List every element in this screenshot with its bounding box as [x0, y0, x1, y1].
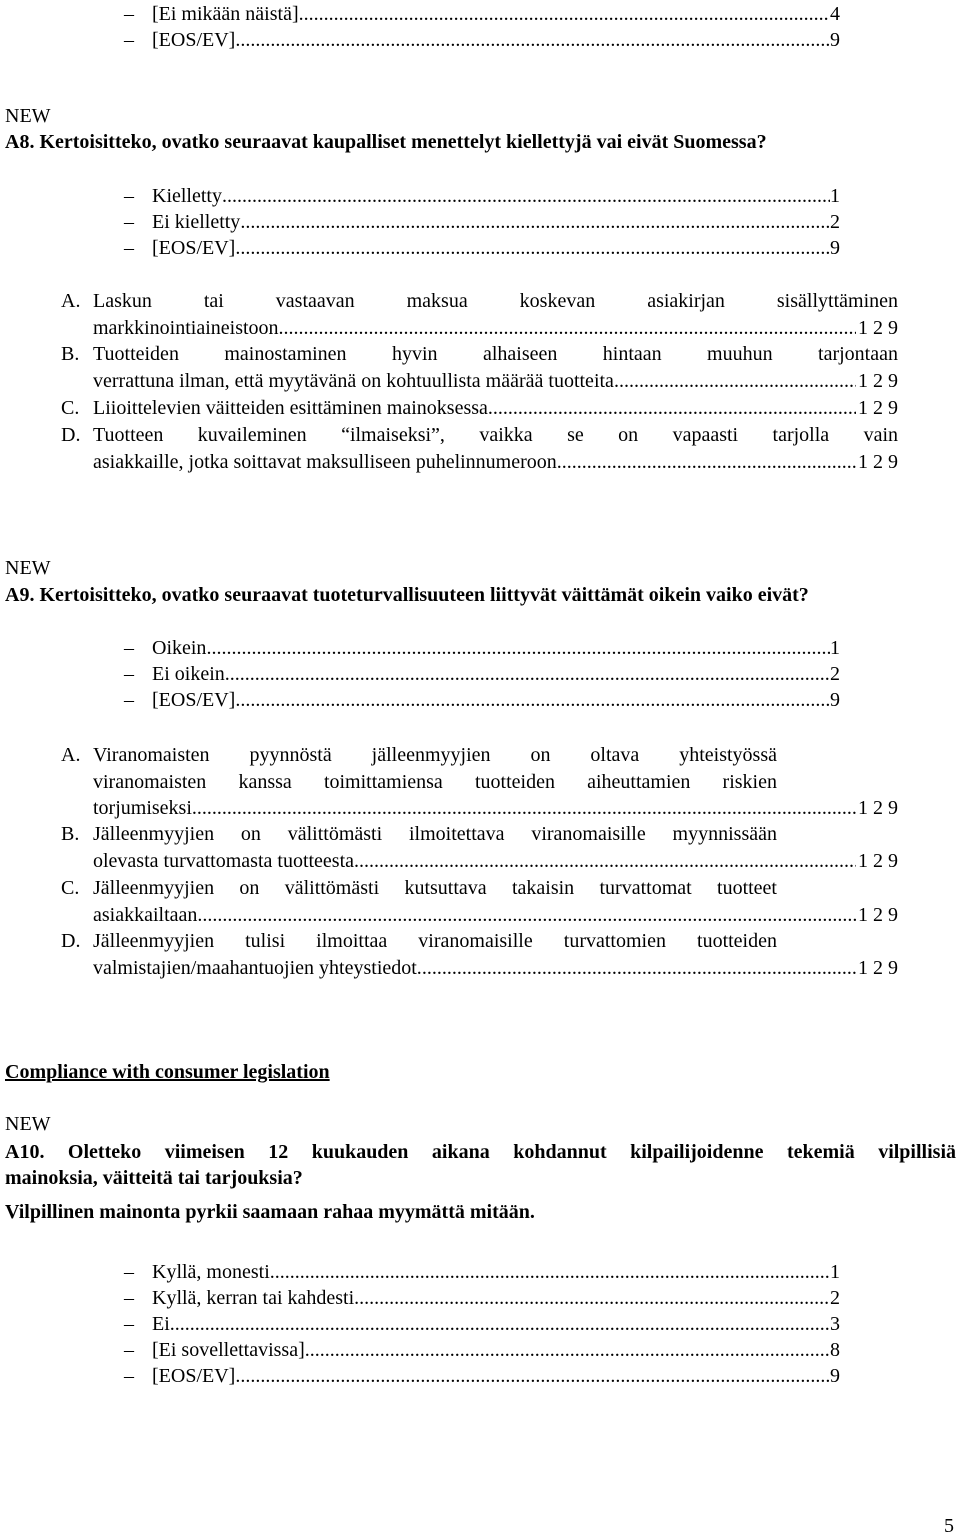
option-row	[124, 1364, 840, 1388]
option-row	[124, 2, 840, 26]
option-label: Kielletty	[152, 185, 222, 207]
section-heading: Compliance with consumer legislation	[5, 1061, 330, 1083]
option-label: Kyllä, kerran tai kahdesti	[152, 1287, 355, 1309]
question-text: A10. Oletteko viimeisen 12 kuukauden aikana kohdannut kilpailijoidenne tekemiä vilpillisiä	[5, 1141, 956, 1163]
statement-letter: A.	[61, 290, 81, 312]
statement-text: Tuotteiden mainostaminen hyvin alhaiseen hintaan muuhun tarjontaan	[93, 343, 898, 365]
statement-text: Viranomaisten pyynnöstä jälleenmyyjien on oltava yhteistyössä	[93, 744, 777, 766]
statement-letter: A.	[61, 744, 81, 766]
option-code: 2	[830, 1287, 840, 1309]
statement	[93, 395, 898, 422]
dash-marker: –	[124, 637, 134, 659]
statement-letter: D.	[61, 424, 81, 446]
statement-codes: 1 2 9	[858, 450, 898, 473]
statement-text: asiakkailtaan.	[93, 903, 203, 926]
dash-marker: –	[124, 689, 134, 711]
statement-text: viranomaisten kanssa toimittamiensa tuotteiden aiheuttamien riskien	[93, 770, 777, 793]
option-label: Ei kielletty	[152, 211, 241, 233]
statement-text: Tuotteen kuvaileminen “ilmaiseksi”, vaikka se on vapaasti tarjolla vain	[93, 424, 898, 446]
option-row	[124, 662, 840, 686]
option-code: 1	[830, 185, 840, 207]
statement-codes: 1 2 9	[858, 797, 898, 819]
option-code: 1	[830, 637, 840, 659]
statement-text: markkinointiaineistoon	[93, 316, 279, 339]
statement-codes: 1 2 9	[858, 397, 898, 419]
statement-text: olevasta turvattomasta tuotteesta.	[93, 849, 360, 872]
statement	[93, 288, 898, 341]
option-code: 2	[830, 211, 840, 233]
dash-marker: –	[124, 1261, 134, 1283]
option-label: [EOS/EV]	[152, 1365, 236, 1387]
option-row	[124, 688, 840, 712]
option-code: 1	[830, 1261, 840, 1283]
option-row	[124, 1312, 840, 1336]
option-label: Ei oikein	[152, 663, 225, 685]
dash-marker: –	[124, 1365, 134, 1387]
statement-text: torjumiseksi	[93, 797, 192, 819]
dash-marker: –	[124, 1313, 134, 1335]
statement-letter: C.	[61, 877, 80, 899]
option-row	[124, 1338, 840, 1362]
option-row	[124, 184, 840, 208]
option-code: 2	[830, 663, 840, 685]
option-code: 8	[830, 1339, 840, 1361]
dash-marker: –	[124, 185, 134, 207]
dash-marker: –	[124, 663, 134, 685]
statement-codes: 1 2 9	[858, 369, 898, 392]
statement-text: Laskun tai vastaavan maksua koskevan asiakirjan sisällyttäminen	[93, 290, 898, 312]
dash-marker: –	[124, 29, 134, 51]
dash-marker: –	[124, 211, 134, 233]
question-a8: A8. Kertoisitteko, ovatko seuraavat kaupalliset menettelyt kiellettyjä vai eivät Suomessa?	[5, 131, 767, 153]
new-label: NEW	[5, 105, 51, 127]
option-row	[124, 636, 840, 660]
option-label: Ei	[152, 1313, 170, 1335]
statement-codes: 1 2 9	[858, 903, 898, 926]
statement-text: asiakkaille, jotka soittavat maksulliseen puhelinnumeroon	[93, 450, 557, 473]
page-number: 5	[944, 1515, 954, 1537]
option-row	[124, 236, 840, 260]
dash-marker: –	[124, 1339, 134, 1361]
option-label: [Ei mikään näistä]	[152, 3, 299, 25]
option-label: Oikein	[152, 637, 207, 659]
option-label: [EOS/EV]	[152, 237, 236, 259]
statement-text: Jälleenmyyjien on välittömästi kutsuttava takaisin turvattomat tuotteet	[93, 877, 777, 899]
statement-text: verrattuna ilman, että myytävänä on kohtuullista määrää tuotteita	[93, 369, 614, 392]
statement-letter: B.	[61, 343, 80, 365]
option-label: Kyllä, monesti	[152, 1261, 270, 1283]
statement-codes: 1 2 9	[858, 849, 898, 872]
statement	[93, 795, 898, 822]
statement-text: Jälleenmyyjien on välittömästi ilmoitettava viranomaisille myynnissään	[93, 823, 777, 845]
dash-marker: –	[124, 1287, 134, 1309]
question-a10	[5, 1139, 956, 1191]
statement-text: valmistajien/maahantuojien yhteystiedot.	[93, 956, 422, 979]
statement	[93, 821, 898, 874]
question-note: Vilpillinen mainonta pyrkii saamaan rahaa myymättä mitään.	[5, 1201, 535, 1223]
option-code: 9	[830, 29, 840, 51]
dash-marker: –	[124, 3, 134, 25]
question-text: mainoksia, väitteitä tai tarjouksia?	[5, 1167, 303, 1189]
statement-text: Jälleenmyyjien tulisi ilmoittaa viranomaisille turvattomien tuotteiden	[93, 930, 777, 952]
statement-letter: B.	[61, 823, 80, 845]
option-row	[124, 1260, 840, 1284]
option-row	[124, 1286, 840, 1310]
statement-letter: C.	[61, 397, 80, 419]
option-row	[124, 210, 840, 234]
option-label: [Ei sovellettavissa]	[152, 1339, 305, 1361]
option-label: [EOS/EV]	[152, 689, 236, 711]
statement	[93, 928, 898, 981]
option-code: 3	[830, 1313, 840, 1335]
option-code: 9	[830, 1365, 840, 1387]
option-code: 4	[830, 3, 840, 25]
statement-text: Liioittelevien väitteiden esittäminen mainoksessa	[93, 397, 488, 419]
statement	[93, 422, 898, 475]
statement	[93, 742, 777, 795]
statement	[93, 875, 898, 928]
statement-letter: D.	[61, 930, 81, 952]
dash-marker: –	[124, 237, 134, 259]
new-label: NEW	[5, 1113, 51, 1135]
question-a9: A9. Kertoisitteko, ovatko seuraavat tuoteturvallisuuteen liittyvät väittämät oikein vaiko eivät?	[5, 584, 809, 606]
new-label: NEW	[5, 557, 51, 579]
option-label: [EOS/EV]	[152, 29, 236, 51]
option-row	[124, 28, 840, 52]
statement-codes: 1 2 9	[858, 956, 898, 979]
option-code: 9	[830, 689, 840, 711]
statement	[93, 341, 898, 394]
statement-codes: 1 2 9	[858, 316, 898, 339]
option-code: 9	[830, 237, 840, 259]
